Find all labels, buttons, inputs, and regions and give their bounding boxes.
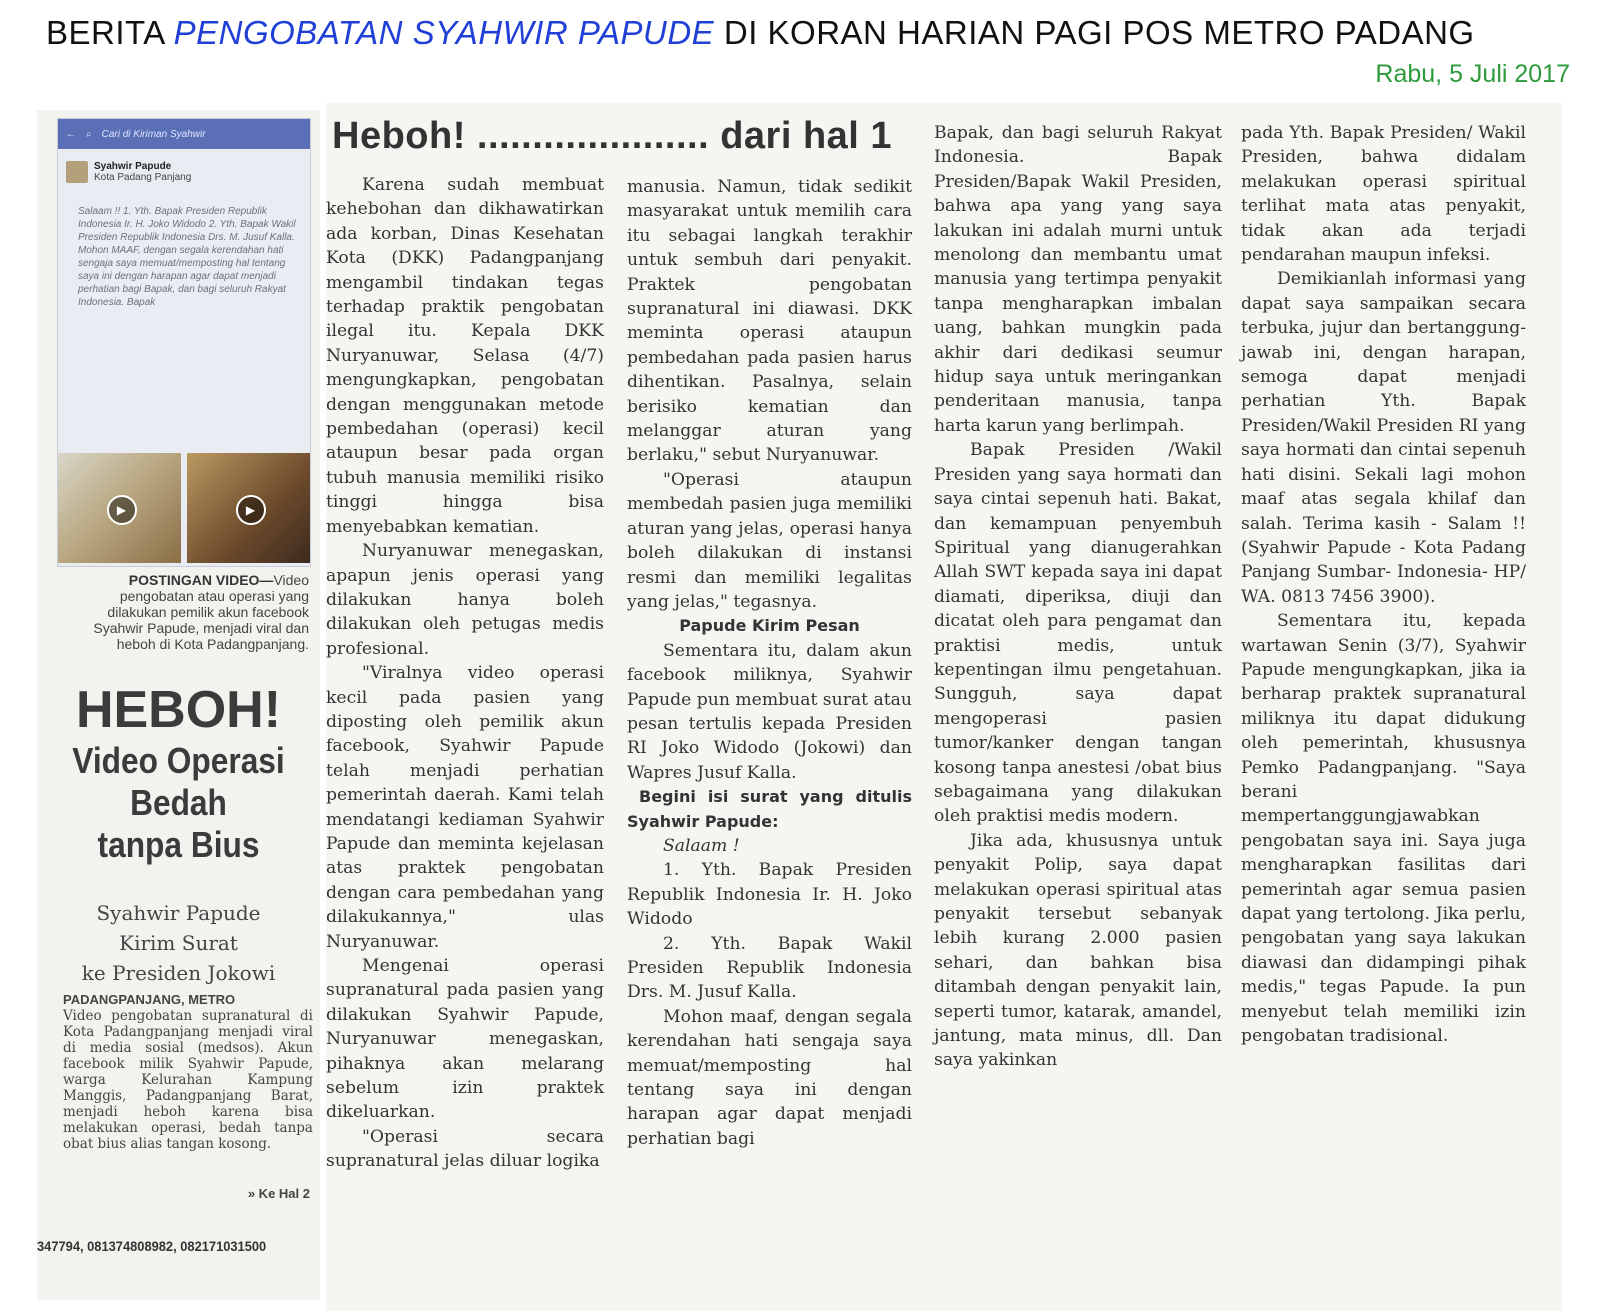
publication-date: Rabu, 5 Juli 2017 [1375, 60, 1570, 88]
paragraph: Demikianlah informasi yang dapat saya sampaikan secara terbuka, jujur dan bertanggung-jawab ini, dengan harapan, semoga dapat menjadi perhatian Yth. Bapak Presiden/Wakil Presiden RI yang saya hormati dan cintai sepenuh hati disini. Sekali lagi mohon maaf atas segala khilaf dan salah. Terima kasih - Salam !! (Syahwir Papude - Kota Padang Panjang Sumbar- Indonesia- HP/ WA. 0813 7456 3900). [1241, 269, 1526, 607]
paragraph: Nuryanuwar menegaskan, apapun jenis operasi yang dilakukan hanya boleh dilakukan oleh petugas medis profesional. [326, 541, 604, 659]
post-author [66, 161, 302, 183]
paragraph: Bapak, dan bagi seluruh Rakyat Indonesia. Bapak Presiden/Bapak Wakil Presiden, bahwa apa yang yang saya lakukan ini adalah murni untuk menolong dan membantu umat manusia yang tertimpa penyakit tanpa mengharapkan imbalan uang, bahkan mungkin pada akhir dari dedikasi seumur hidup saya untuk meringankan penderitaan manusia, tanpa harta karun yang berlimpah. [934, 123, 1222, 436]
paragraph: "Operasi secara supranatural jelas diluar logika [326, 1126, 604, 1172]
headline-line: Bedah [130, 782, 227, 823]
headline-lines [54, 740, 303, 866]
headline-line: tanpa Bius [97, 824, 260, 865]
paragraph: 1. Yth. Bapak Presiden Republik Indonesia Ir. H. Joko Widodo [627, 860, 912, 930]
paragraph: Bapak Presiden /Wakil Presiden yang saya hormati dan saya cintai sepenuh hati. Bakat, dan kemampuan penyembuh Spiritual yang dianugerahkan Allah SWT kepada saya ini dapat diamati, diperiksa, diuji dan dicatat oleh para pengamat dan praktisi medis, untuk kepentingan ilmu pengetahuan. Sungguh, saya dapat mengoperasi pasien tumor/kanker dengan tangan kosong tanpa anestesi /obat bius sebagaimana yang dilakukan oleh praktisi medis modern. [934, 440, 1222, 827]
article-column-1 [326, 173, 604, 1174]
search-placeholder: Cari di Kiriman Syahwir [101, 128, 206, 140]
lead-paragraph: Video pengobatan supranatural di Kota Padangpanjang menjadi viral di media sosial (medsos). Akun facebook milik Syahwir Papude, warga Kelurahan Kampung Manggis, Padangpanjang Barat, menjadi heboh karena bisa melakukan operasi, bedah tanpa obat bius alias tangan kosong. [63, 1008, 313, 1152]
video-thumbnail [58, 453, 181, 563]
paragraph: Jika ada, khususnya untuk penyakit Polip, saya dapat melakukan operasi spiritual atas penyakit tersebut sebanyak lebih kurang 2.000 pasien sehari, dan bahkan bisa ditambah dengan penyakit lain, seperti tumor, katarak, amandel, jantung, mata minus, dll. Dan saya yakinkan [934, 830, 1222, 1071]
deck-line: ke Presiden Jokowi [81, 961, 276, 985]
paragraph: "Viralnya video operasi kecil pada pasien yang diposting oleh pemilik akun facebook, Syahwir Papude telah menjadi perhatian pemerintah daerah. Kami telah mendatangi kediaman Syahwir Papude dan meminta kejelasan atas praktek pengobatan dengan cara pembedahan yang dilakukannya," ulas Nuryanuwar. [326, 663, 604, 952]
paragraph: Karena sudah membuat kehebohan dan dikhawatirkan ada korban, Dinas Kesehatan Kota (DKK) Padangpanjang mengambil tindakan tegas terhadap praktik pengobatan ilegal itu. Kepala DKK Nuryanuwar, Selasa (4/7) mengungkapkan, pengobatan dengan menggunakan metode pembedahan (operasi) kecil ataupun besar pada organ tubuh manusia memiliki risiko tinggi hingga bisa menyebabkan kematian. [326, 175, 604, 537]
author-name: Syahwir Papude [94, 161, 172, 172]
article-column-3 [934, 121, 1222, 1073]
back-arrow-icon: ← [66, 128, 76, 140]
page-title [46, 14, 1576, 52]
paragraph: manusia. Namun, tidak sedikit masyarakat untuk memilih cara itu sebagai langkah terakhir untuk sembuh dari penyakit. Praktek pengobatan supranatural ini diawasi. DKK meminta operasi ataupun pembedahan pada pasien harus dihentikan. Pasalnya, selain berisiko kematian dan melanggar aturan yang berlaku," sebut Nuryanuwar. [627, 177, 912, 466]
title-suffix: DI KORAN HARIAN PAGI POS METRO PADANG [714, 14, 1475, 51]
play-icon: ▶ [236, 495, 266, 525]
paragraph: Mengenai operasi supranatural pada pasien yang dilakukan Syahwir Papude, Nuryanuwar menegaskan, pihaknya akan melarang sebelum izin praktek dikeluarkan. [326, 956, 604, 1123]
video-thumbnail [187, 453, 310, 563]
facebook-post-screenshot [57, 118, 311, 567]
article-column-2 [627, 175, 912, 1151]
headline-kicker: HEBOH! [75, 681, 282, 739]
dateline: PADANGPANJANG, METRO [63, 992, 236, 1007]
paragraph: Mohon maaf, dengan segala kerendahan hati sengaja saya memuat/memposting hal tentang saya ini dengan harapan agar dapat menjadi perhatian bagi [627, 1006, 912, 1149]
deck-line: Syahwir Papude [96, 901, 261, 925]
subheading: Papude Kirim Pesan [679, 616, 860, 636]
avatar [66, 161, 88, 183]
letter-salutation: Salaam ! [663, 835, 740, 856]
deck-line: Kirim Surat [119, 931, 238, 955]
author-location: Kota Padang Panjang [94, 172, 192, 183]
article-headline: Heboh! ..................... dari hal 1 [332, 115, 893, 157]
post-text: Salaam !! 1. Yth. Bapak Presiden Republik Indonesia Ir. H. Joko Widodo 2. Yth. Bapak Wakil Presiden Republik Indonesia Drs. M. Jusuf Kalla. Mohon MAAF, dengan segala kerendahan hati sengaja saya memuat/memposting hal tentang saya ini dengan harapan agar dapat menjadi perhatian bagi Bapak, dan bagi seluruh Rakyat Indonesia. Bapak [78, 206, 296, 308]
paragraph: "Operasi ataupun membedah pasien juga memiliki aturan yang jelas, operasi hanya boleh dilakukan di instansi resmi dan memiliki legalitas yang jelas," tegasnya. [627, 469, 912, 612]
paragraph: Sementara itu, dalam akun facebook miliknya, Syahwir Papude pun membuat surat atau pesan tertulis kepada Presiden RI Joko Widodo (Jokowi) dan Wapres Jusuf Kalla. [627, 640, 913, 783]
clipping-continued-article [326, 103, 1562, 1311]
article-column-4 [1241, 121, 1526, 1048]
title-highlight: PENGOBATAN SYAHWIR PAPUDE [173, 14, 715, 51]
phone-numbers: 347794, 081374808982, 082171031500 [37, 1238, 267, 1254]
paragraph: 2. Yth. Bapak Wakil Presiden Republik Indonesia Drs. M. Jusuf Kalla. [627, 933, 912, 1003]
title-prefix: BERITA [46, 14, 174, 51]
headline-deck [37, 898, 320, 988]
headline-line: Video Operasi [72, 740, 285, 781]
paragraph: pada Yth. Bapak Presiden/ Wakil Presiden, bahwa didalam melakukan operasi spiritual terlihat mata atas penyakit, tidak akan ada terjadi pendarahan maupun infeksi. [1241, 123, 1526, 266]
facebook-search-bar [58, 119, 310, 149]
paragraph: Sementara itu, kepada wartawan Senin (3/7), Syahwir Papude mengungkapkan, jika ia berharap praktek supranatural miliknya itu dapat didukung oleh pemerintah, khususnya Pemko Padangpanjang. "Saya berani mempertanggungjawabkan pengobatan saya ini. Saya juga mengharapkan fasilitas dari pemerintah agar semua pasien dapat yang tertolong. Jika perlu, pengobatan yang saya lakukan diawasi dan didampingi pihak medis," tegas Papude. Ia pun menyebut telah memiliki izin pengobatan tradisional. [1241, 611, 1526, 1047]
caption-text: Video pengobatan atau operasi yang dilakukan pemilik akun facebook Syahwir Papude, menjadi viral dan heboh di Kota Padangpanjang. [93, 572, 309, 652]
front-headline [37, 680, 320, 866]
clipping-left-column [37, 110, 320, 1300]
search-icon: ⌕ [86, 128, 92, 140]
caption-label: POSTINGAN VIDEO— [128, 572, 274, 588]
letter-intro: Begini isi surat yang ditulis Syahwir Papude: [627, 787, 912, 831]
continued-on-page: » Ke Hal 2 [247, 1186, 310, 1201]
photo-caption [59, 572, 309, 652]
post-videos [58, 453, 310, 563]
play-icon: ▶ [107, 495, 137, 525]
